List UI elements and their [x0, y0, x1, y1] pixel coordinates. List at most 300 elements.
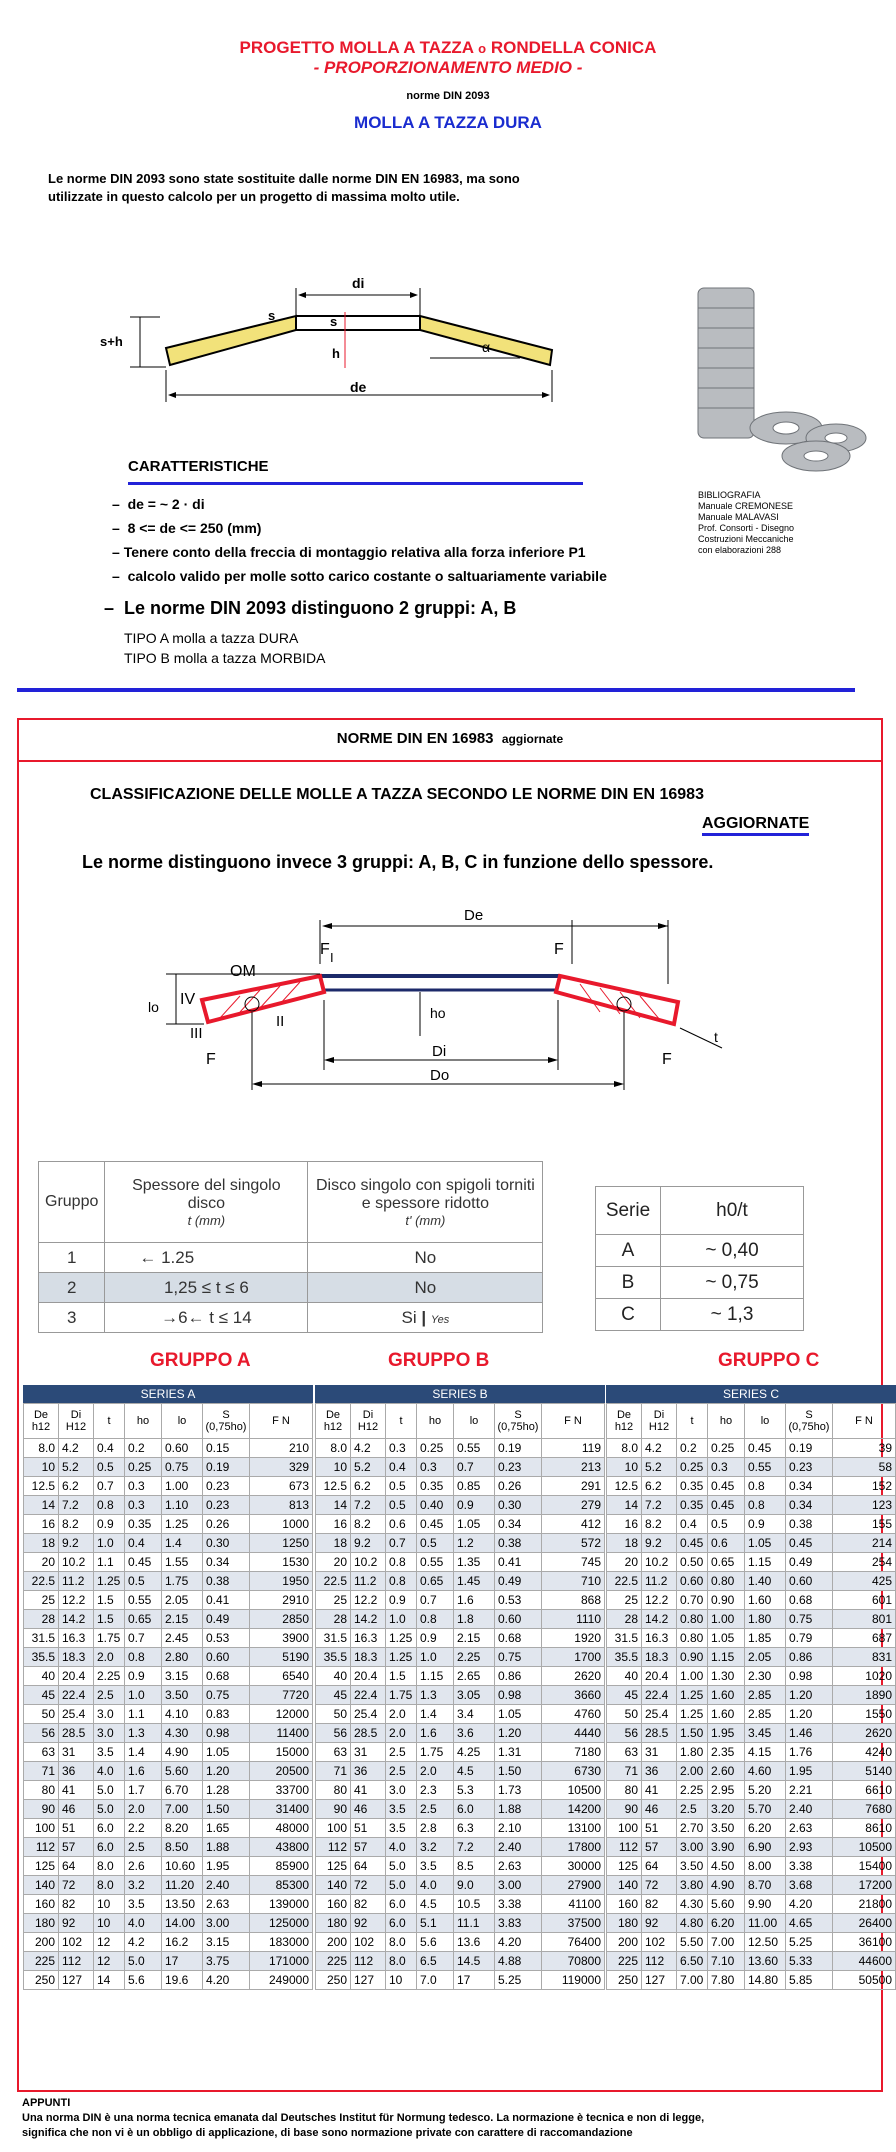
table-row — [24, 1895, 313, 1914]
series-cell: 3.5 — [417, 1857, 454, 1876]
series-cell: 0.75 — [786, 1610, 833, 1629]
series-cell: 58 — [833, 1458, 896, 1477]
series-cell: 2.5 — [386, 1762, 417, 1781]
series-cell: 8610 — [833, 1819, 896, 1838]
bibliografia — [698, 490, 794, 556]
series-cell: 0.9 — [417, 1629, 454, 1648]
series-cell: 33700 — [250, 1781, 313, 1800]
series-cell: 25 — [607, 1591, 642, 1610]
series-cell: 3.20 — [708, 1800, 745, 1819]
series-cell: 0.5 — [386, 1477, 417, 1496]
series-cell: 1.10 — [162, 1496, 203, 1515]
table-row — [316, 1515, 605, 1534]
table-row — [607, 1439, 896, 1458]
series-cell: 0.38 — [495, 1534, 542, 1553]
series-cell: 1250 — [250, 1534, 313, 1553]
series-cell: 1.25 — [386, 1629, 417, 1648]
series-cell: 0.8 — [745, 1496, 786, 1515]
series-cell: 1.4 — [125, 1743, 162, 1762]
series-cell: 6.2 — [642, 1477, 677, 1496]
series-cell: 2.0 — [94, 1648, 125, 1667]
series-cell: 90 — [24, 1800, 59, 1819]
series-cell: 36 — [642, 1762, 677, 1781]
series-cell: 1.75 — [386, 1686, 417, 1705]
series-cell: 28.5 — [642, 1724, 677, 1743]
series-cell: 10 — [386, 1971, 417, 1990]
appunti-line1: Una norma DIN è una norma tecnica emanata dal Deutsches Institut für Normung tedesco. La normazione è tecnica e non di legge, — [22, 2112, 705, 2124]
series-cell: 21800 — [833, 1895, 896, 1914]
series-cell: 0.60 — [162, 1439, 203, 1458]
series-cell: 0.34 — [786, 1496, 833, 1515]
cell-disco: No — [308, 1243, 543, 1273]
series-cell: 0.98 — [495, 1686, 542, 1705]
series-cell: 0.68 — [203, 1667, 250, 1686]
series-cell: 279 — [542, 1496, 605, 1515]
series-cell: 139000 — [250, 1895, 313, 1914]
series-cell: 0.55 — [417, 1553, 454, 1572]
series-a-table — [23, 1385, 313, 1990]
series-cell: 2.6 — [125, 1857, 162, 1876]
gruppo-a-title: GRUPPO A — [150, 1350, 251, 1371]
cell-disco: No — [308, 1273, 543, 1303]
table-row — [316, 1876, 605, 1895]
series-cell: 1.40 — [745, 1572, 786, 1591]
group-thickness-table — [38, 1161, 543, 1333]
series-cell: 3.0 — [94, 1705, 125, 1724]
series-cell: 7.00 — [708, 1933, 745, 1952]
series-cell: 7.2 — [351, 1496, 386, 1515]
table-row — [24, 1610, 313, 1629]
series-cell: 0.75 — [495, 1648, 542, 1667]
series-cell: 3.00 — [677, 1838, 708, 1857]
series-cell: 0.8 — [125, 1648, 162, 1667]
series-cell: 35.5 — [316, 1648, 351, 1667]
series-cell: 2.25 — [454, 1648, 495, 1667]
norm-label: norme DIN 2093 — [406, 90, 490, 102]
series-cell: 0.3 — [125, 1477, 162, 1496]
spring-dimensions-diagram — [140, 900, 740, 1110]
table-row — [607, 1496, 896, 1515]
series-cell: 0.25 — [677, 1458, 708, 1477]
series-header-cell: S (0,75ho) — [203, 1404, 250, 1439]
cell-h0t: ~ 0,40 — [661, 1235, 804, 1267]
series-cell: 57 — [642, 1838, 677, 1857]
series-cell: 28 — [24, 1610, 59, 1629]
series-cell: 200 — [316, 1933, 351, 1952]
series-cell: 4.10 — [162, 1705, 203, 1724]
series-cell: 112 — [642, 1952, 677, 1971]
table-row — [316, 1762, 605, 1781]
series-cell: 1.76 — [786, 1743, 833, 1762]
series-cell: 41 — [642, 1781, 677, 1800]
series-cell: 1.4 — [162, 1534, 203, 1553]
cell-h0t: ~ 0,75 — [661, 1267, 804, 1299]
series-cell: 44600 — [833, 1952, 896, 1971]
series-cell: 5.50 — [677, 1933, 708, 1952]
series-cell: 6610 — [833, 1781, 896, 1800]
series-cell: 50 — [24, 1705, 59, 1724]
series-cell: 2.45 — [162, 1629, 203, 1648]
series-cell: 0.8 — [417, 1610, 454, 1629]
series-cell: 572 — [542, 1534, 605, 1553]
series-cell: 254 — [833, 1553, 896, 1572]
series-cell: 0.3 — [386, 1439, 417, 1458]
series-cell: 1.35 — [454, 1553, 495, 1572]
series-cell: 3.80 — [677, 1876, 708, 1895]
series-cell: 7.80 — [708, 1971, 745, 1990]
series-cell: 0.98 — [203, 1724, 250, 1743]
series-cell: 1.25 — [162, 1515, 203, 1534]
table-row — [24, 1952, 313, 1971]
label-III: III — [190, 1025, 203, 1042]
table-row — [607, 1686, 896, 1705]
table-row — [24, 1553, 313, 1572]
series-cell: 0.5 — [386, 1496, 417, 1515]
series-cell: 12000 — [250, 1705, 313, 1724]
series-cell: 7.00 — [162, 1800, 203, 1819]
label-Do: Do — [430, 1067, 450, 1084]
series-cell: 25 — [24, 1591, 59, 1610]
series-cell: 160 — [24, 1895, 59, 1914]
series-cell: 26400 — [833, 1914, 896, 1933]
gruppo-c-title: GRUPPO C — [718, 1350, 820, 1371]
series-cell: 9.2 — [642, 1534, 677, 1553]
series-cell: 0.7 — [454, 1458, 495, 1477]
series-cell: 92 — [59, 1914, 94, 1933]
table-row — [316, 1591, 605, 1610]
series-cell: 4760 — [542, 1705, 605, 1724]
series-cell: 45 — [24, 1686, 59, 1705]
series-cell: 710 — [542, 1572, 605, 1591]
series-cell: 16.3 — [642, 1629, 677, 1648]
feature-text: calcolo valido per molle sotto carico costante o saltuariamente variabile — [127, 568, 607, 584]
table-row — [607, 1743, 896, 1762]
col-disco-label: Disco singolo con spigoli torniti e spessore ridotto — [315, 1176, 535, 1212]
table-row — [316, 1629, 605, 1648]
series-cell: 1000 — [250, 1515, 313, 1534]
series-cell: 868 — [542, 1591, 605, 1610]
cell-spessore: 1,25 ≤ t ≤ 6 — [105, 1273, 308, 1303]
page-title — [0, 38, 896, 58]
series-cell: 71 — [607, 1762, 642, 1781]
series-cell: 18.3 — [642, 1648, 677, 1667]
series-cell: 18.3 — [59, 1648, 94, 1667]
table-row — [24, 1439, 313, 1458]
series-header-cell: lo — [162, 1404, 203, 1439]
series-cell: 1110 — [542, 1610, 605, 1629]
table-row — [24, 1496, 313, 1515]
series-cell: 6.0 — [386, 1914, 417, 1933]
series-cell: 82 — [59, 1895, 94, 1914]
series-cell: 100 — [24, 1819, 59, 1838]
series-cell: 3.38 — [786, 1857, 833, 1876]
series-cell: 41 — [351, 1781, 386, 1800]
page-subtitle: - PROPORZIONAMENTO MEDIO - — [313, 58, 583, 77]
series-cell: 0.8 — [386, 1553, 417, 1572]
series-cell: 180 — [24, 1914, 59, 1933]
table-row — [607, 1705, 896, 1724]
table-row — [316, 1800, 605, 1819]
series-cell: 2.93 — [786, 1838, 833, 1857]
series-cell: 39 — [833, 1439, 896, 1458]
series-cell: 152 — [833, 1477, 896, 1496]
series-cell: 0.38 — [203, 1572, 250, 1591]
series-cell: 125 — [316, 1857, 351, 1876]
cell-gruppo: 3 — [39, 1303, 105, 1333]
series-cell: 51 — [59, 1819, 94, 1838]
series-cell: 25.4 — [351, 1705, 386, 1724]
series-cell: 15400 — [833, 1857, 896, 1876]
feature-item: – 8 <= de <= 250 (mm) — [112, 520, 262, 536]
series-cell: 0.98 — [786, 1667, 833, 1686]
series-cell: 12 — [94, 1933, 125, 1952]
table-row — [607, 1724, 896, 1743]
col-gruppo: Gruppo — [39, 1162, 105, 1243]
series-cell: 2.15 — [162, 1610, 203, 1629]
series-cell: 1.60 — [708, 1686, 745, 1705]
series-cell: 0.75 — [203, 1686, 250, 1705]
series-cell: 1.4 — [417, 1705, 454, 1724]
series-cell: 200 — [607, 1933, 642, 1952]
series-cell: 0.4 — [386, 1458, 417, 1477]
series-cell: 6.50 — [677, 1952, 708, 1971]
table-row — [24, 1762, 313, 1781]
series-cell: 56 — [316, 1724, 351, 1743]
series-cell: 0.30 — [495, 1496, 542, 1515]
series-cell: 1.50 — [495, 1762, 542, 1781]
series-cell: 125 — [24, 1857, 59, 1876]
series-cell: 4.15 — [745, 1743, 786, 1762]
series-cell: 18 — [607, 1534, 642, 1553]
series-cell: 28 — [316, 1610, 351, 1629]
series-cell: 85900 — [250, 1857, 313, 1876]
series-cell: 6.20 — [708, 1914, 745, 1933]
series-cell: 1.28 — [203, 1781, 250, 1800]
label-s-arm: s — [268, 308, 276, 323]
series-cell: 10500 — [833, 1838, 896, 1857]
series-cell: 11.2 — [351, 1572, 386, 1591]
table-row — [24, 1572, 313, 1591]
series-cell: 8.50 — [162, 1838, 203, 1857]
series-cell: 2.40 — [786, 1800, 833, 1819]
series-header-cell: De h12 — [24, 1404, 59, 1439]
table-row — [316, 1477, 605, 1496]
series-cell: 20.4 — [351, 1667, 386, 1686]
series-cell: 10.5 — [454, 1895, 495, 1914]
series-cell: 12.2 — [642, 1591, 677, 1610]
table-row — [24, 1933, 313, 1952]
series-cell: 12.2 — [351, 1591, 386, 1610]
table-row — [24, 1667, 313, 1686]
series-cell: 0.25 — [417, 1439, 454, 1458]
table-row — [24, 1458, 313, 1477]
series-cell: 17200 — [833, 1876, 896, 1895]
series-cell: 2.0 — [386, 1724, 417, 1743]
table-row — [39, 1303, 543, 1333]
series-cell: 5.3 — [454, 1781, 495, 1800]
series-cell: 3.05 — [454, 1686, 495, 1705]
series-cell: 0.55 — [125, 1591, 162, 1610]
series-cell: 80 — [24, 1781, 59, 1800]
series-cell: 831 — [833, 1648, 896, 1667]
series-cell: 2.21 — [786, 1781, 833, 1800]
series-cell: 0.85 — [454, 1477, 495, 1496]
series-cell: 3900 — [250, 1629, 313, 1648]
series-cell: 12 — [94, 1952, 125, 1971]
din2093-groups-text: Le norme DIN 2093 distinguono 2 gruppi: A, B — [124, 598, 517, 618]
classification-title: CLASSIFICAZIONE DELLE MOLLE A TAZZA SECONDO LE NORME DIN EN 16983 — [90, 786, 704, 803]
series-cell: 11.2 — [642, 1572, 677, 1591]
series-cell: 64 — [351, 1857, 386, 1876]
table-row — [316, 1705, 605, 1724]
series-cell: 0.45 — [745, 1439, 786, 1458]
series-cell: 0.90 — [708, 1591, 745, 1610]
series-cell: 0.23 — [786, 1458, 833, 1477]
series-cell: 171000 — [250, 1952, 313, 1971]
series-cell: 0.60 — [677, 1572, 708, 1591]
series-cell: 4.30 — [677, 1895, 708, 1914]
series-cell: 4.20 — [495, 1933, 542, 1952]
series-cell: 28.5 — [59, 1724, 94, 1743]
series-cell: 2.3 — [417, 1781, 454, 1800]
table-row — [24, 1648, 313, 1667]
series-cell: 1.20 — [203, 1762, 250, 1781]
series-cell: 2.85 — [745, 1705, 786, 1724]
series-cell: 5.25 — [495, 1971, 542, 1990]
series-cell: 183000 — [250, 1933, 313, 1952]
series-cell: 0.5 — [125, 1572, 162, 1591]
series-cell: 0.23 — [203, 1477, 250, 1496]
series-cell: 0.35 — [677, 1477, 708, 1496]
series-cell: 57 — [59, 1838, 94, 1857]
series-cell: 82 — [351, 1895, 386, 1914]
series-cell: 140 — [316, 1876, 351, 1895]
series-cell: 0.75 — [162, 1458, 203, 1477]
series-cell: 801 — [833, 1610, 896, 1629]
series-cell: 31 — [642, 1743, 677, 1762]
series-cell: 4.5 — [417, 1895, 454, 1914]
series-cell: 1.00 — [162, 1477, 203, 1496]
series-header-cell: lo — [454, 1404, 495, 1439]
series-cell: 3.50 — [162, 1686, 203, 1705]
cell-h0t: ~ 1,3 — [661, 1299, 804, 1331]
series-cell: 0.45 — [417, 1515, 454, 1534]
series-cell: 123 — [833, 1496, 896, 1515]
title-part1: PROGETTO MOLLA A TAZZA — [239, 38, 474, 57]
series-cell: 8.2 — [642, 1515, 677, 1534]
series-cell: 214 — [833, 1534, 896, 1553]
series-cell: 92 — [642, 1914, 677, 1933]
series-cell: 2.5 — [417, 1800, 454, 1819]
series-cell: 22.5 — [24, 1572, 59, 1591]
series-cell: 0.86 — [786, 1648, 833, 1667]
label-F-top-left: F — [320, 941, 330, 958]
series-cell: 31.5 — [607, 1629, 642, 1648]
series-cell: 601 — [833, 1591, 896, 1610]
series-cell: 8.70 — [745, 1876, 786, 1895]
series-cell: 16 — [24, 1515, 59, 1534]
series-cell: 0.53 — [203, 1629, 250, 1648]
series-header-cell: S (0,75ho) — [786, 1404, 833, 1439]
series-cell: 1.50 — [677, 1724, 708, 1743]
series-cell: 6.20 — [745, 1819, 786, 1838]
col-spessore-label: Spessore del singolo disco — [132, 1176, 281, 1212]
series-cell: 0.45 — [125, 1553, 162, 1572]
series-cell: 1.05 — [708, 1629, 745, 1648]
table-row — [607, 1667, 896, 1686]
series-cell: 12.5 — [316, 1477, 351, 1496]
series-cell: 17800 — [542, 1838, 605, 1857]
series-cell: 250 — [607, 1971, 642, 1990]
series-cell: 1.45 — [454, 1572, 495, 1591]
series-cell: 0.41 — [203, 1591, 250, 1610]
series-cell: 22.5 — [316, 1572, 351, 1591]
series-cell: 0.30 — [203, 1534, 250, 1553]
table-row — [24, 1914, 313, 1933]
col-h0t: h0/t — [661, 1187, 804, 1235]
series-cell: 1.5 — [386, 1667, 417, 1686]
series-cell: 3.2 — [125, 1876, 162, 1895]
table-row — [607, 1895, 896, 1914]
label-de: de — [350, 379, 367, 395]
series-cell: 51 — [351, 1819, 386, 1838]
series-cell: 3.15 — [162, 1667, 203, 1686]
series-cell: 2.65 — [454, 1667, 495, 1686]
series-cell: 2.63 — [786, 1819, 833, 1838]
label-De: De — [464, 907, 484, 924]
series-cell: 8.5 — [454, 1857, 495, 1876]
feature-text: de = ~ 2 · di — [127, 496, 205, 512]
series-cell: 50500 — [833, 1971, 896, 1990]
table-row — [607, 1762, 896, 1781]
series-cell: 1700 — [542, 1648, 605, 1667]
table-row — [607, 1553, 896, 1572]
series-cell: 13100 — [542, 1819, 605, 1838]
series-header-cell: Di H12 — [642, 1404, 677, 1439]
series-cell: 225 — [24, 1952, 59, 1971]
series-cell: 92 — [351, 1914, 386, 1933]
series-cell: 1.25 — [94, 1572, 125, 1591]
series-cell: 112 — [607, 1838, 642, 1857]
series-cell: 1.95 — [786, 1762, 833, 1781]
series-cell: 0.7 — [386, 1534, 417, 1553]
series-cell: 90 — [607, 1800, 642, 1819]
series-cell: 1.60 — [745, 1591, 786, 1610]
series-cell: 1.2 — [454, 1534, 495, 1553]
series-cell: 4.0 — [417, 1876, 454, 1895]
series-cell: 0.34 — [495, 1515, 542, 1534]
series-cell: 3.6 — [454, 1724, 495, 1743]
series-cell: 19.6 — [162, 1971, 203, 1990]
series-cell: 80 — [607, 1781, 642, 1800]
table-row — [316, 1914, 605, 1933]
table-row — [316, 1496, 605, 1515]
series-cell: 0.40 — [417, 1496, 454, 1515]
col-disco-unit: t' (mm) — [405, 1212, 446, 1228]
series-cell: 5.33 — [786, 1952, 833, 1971]
series-cell: 0.80 — [708, 1572, 745, 1591]
series-cell: 12.5 — [24, 1477, 59, 1496]
series-cell: 7.2 — [454, 1838, 495, 1857]
spring-section-diagram — [100, 270, 580, 420]
series-cell: 0.79 — [786, 1629, 833, 1648]
label-I: I — [330, 950, 334, 965]
series-cell: 687 — [833, 1629, 896, 1648]
series-cell: 4.2 — [59, 1439, 94, 1458]
series-cell: 2.25 — [94, 1667, 125, 1686]
series-cell: 17 — [454, 1971, 495, 1990]
series-cell: 45 — [607, 1686, 642, 1705]
